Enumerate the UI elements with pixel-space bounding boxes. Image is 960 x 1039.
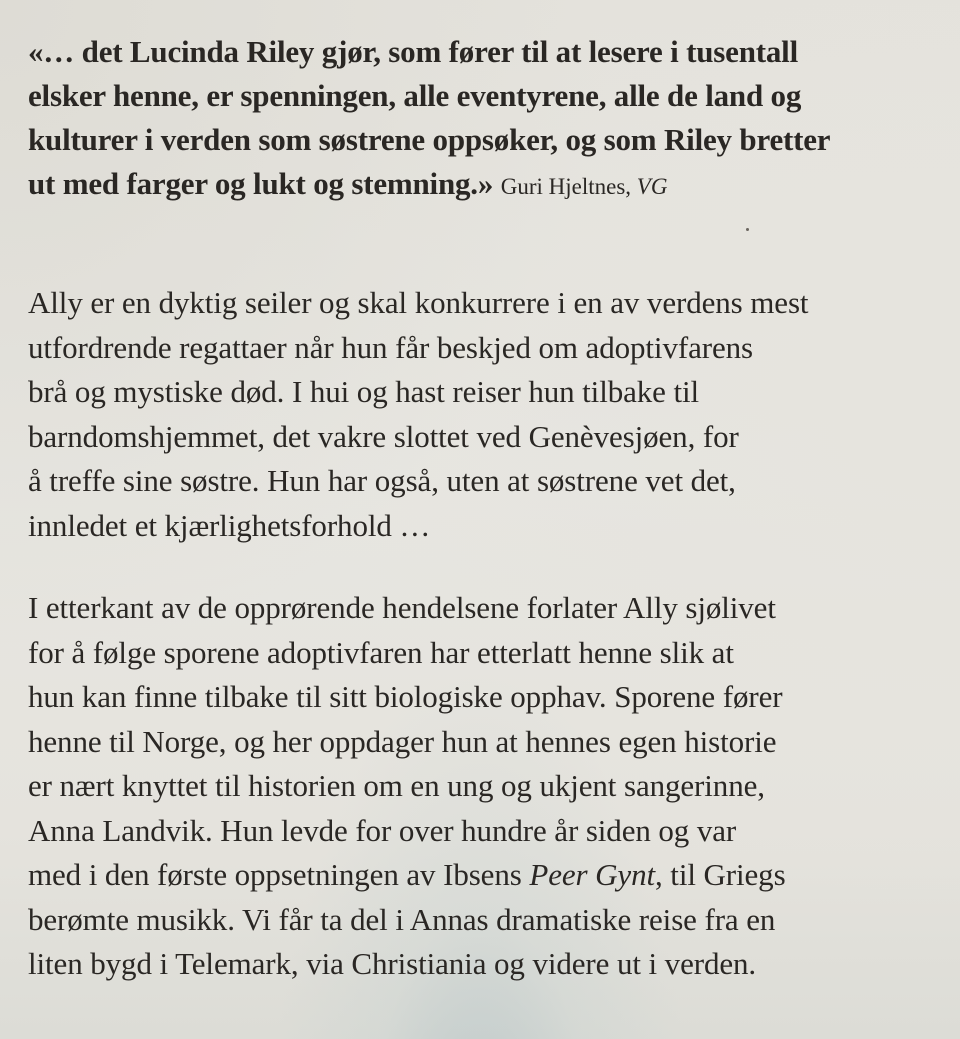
paragraph-line: I etterkant av de opprørende hendelsene forlater Ally sjølivet <box>28 590 776 625</box>
paragraph-line: å treffe sine søstre. Hun har også, uten at søstrene vet det, <box>28 463 736 498</box>
attribution-source: VG <box>636 174 668 199</box>
quote-line: elsker henne, er spenningen, alle eventyrene, alle de land og <box>28 78 802 113</box>
quote-attribution <box>501 174 668 199</box>
paragraph-line: Ally er en dyktig seiler og skal konkurrere i en av verdens mest <box>28 285 809 320</box>
quote-line-last <box>28 162 938 209</box>
paragraph-line: for å følge sporene adoptivfaren har etterlatt henne slik at <box>28 634 734 670</box>
review-quote <box>28 30 938 209</box>
paragraph-line: er nært knyttet til historien om en ung og ukjent sangerinne, <box>28 768 765 803</box>
quote-line-text: ut med farger og lukt og stemning.» <box>28 166 494 201</box>
paragraph-line-with-title <box>28 853 938 898</box>
paragraph-line: berømte musikk. Vi får ta del i Annas dramatiske reise fra en <box>28 901 776 937</box>
paragraph-line: brå og mystiske død. I hui og hast reiser hun tilbake til <box>28 374 700 409</box>
line-text-after-title: , til Griegs <box>655 857 786 892</box>
line-text-before-title: med i den første oppsetningen av Ibsens <box>28 857 530 892</box>
attribution-name: Guri Hjeltnes, <box>500 174 632 199</box>
quote-line: «… det Lucinda Riley gjør, som fører til at lesere i tusentall <box>28 34 798 69</box>
synopsis-paragraph-1 <box>28 281 938 548</box>
paragraph-line: Anna Landvik. Hun levde for over hundre år siden og var <box>28 812 737 848</box>
paragraph-line: henne til Norge, og her oppdager hun at hennes egen historie <box>28 723 777 759</box>
paper-speck <box>746 228 749 231</box>
paragraph-line: liten bygd i Telemark, via Christiania og videre ut i verden. <box>28 946 757 981</box>
work-title-peer-gynt: Peer Gynt <box>529 857 655 892</box>
synopsis-paragraph-2 <box>28 586 938 987</box>
book-back-cover-text <box>28 30 938 1025</box>
paragraph-line: utfordrende regattaer når hun får beskjed om adoptivfarens <box>28 329 753 365</box>
paragraph-line: innledet et kjærlighetsforhold … <box>28 507 431 543</box>
paragraph-line: barndomshjemmet, det vakre slottet ved Genèvesjøen, for <box>28 418 739 454</box>
quote-line: kulturer i verden som søstrene oppsøker, og som Riley bretter <box>28 122 831 157</box>
paragraph-line: hun kan finne tilbake til sitt biologiske opphav. Sporene fører <box>28 679 783 714</box>
